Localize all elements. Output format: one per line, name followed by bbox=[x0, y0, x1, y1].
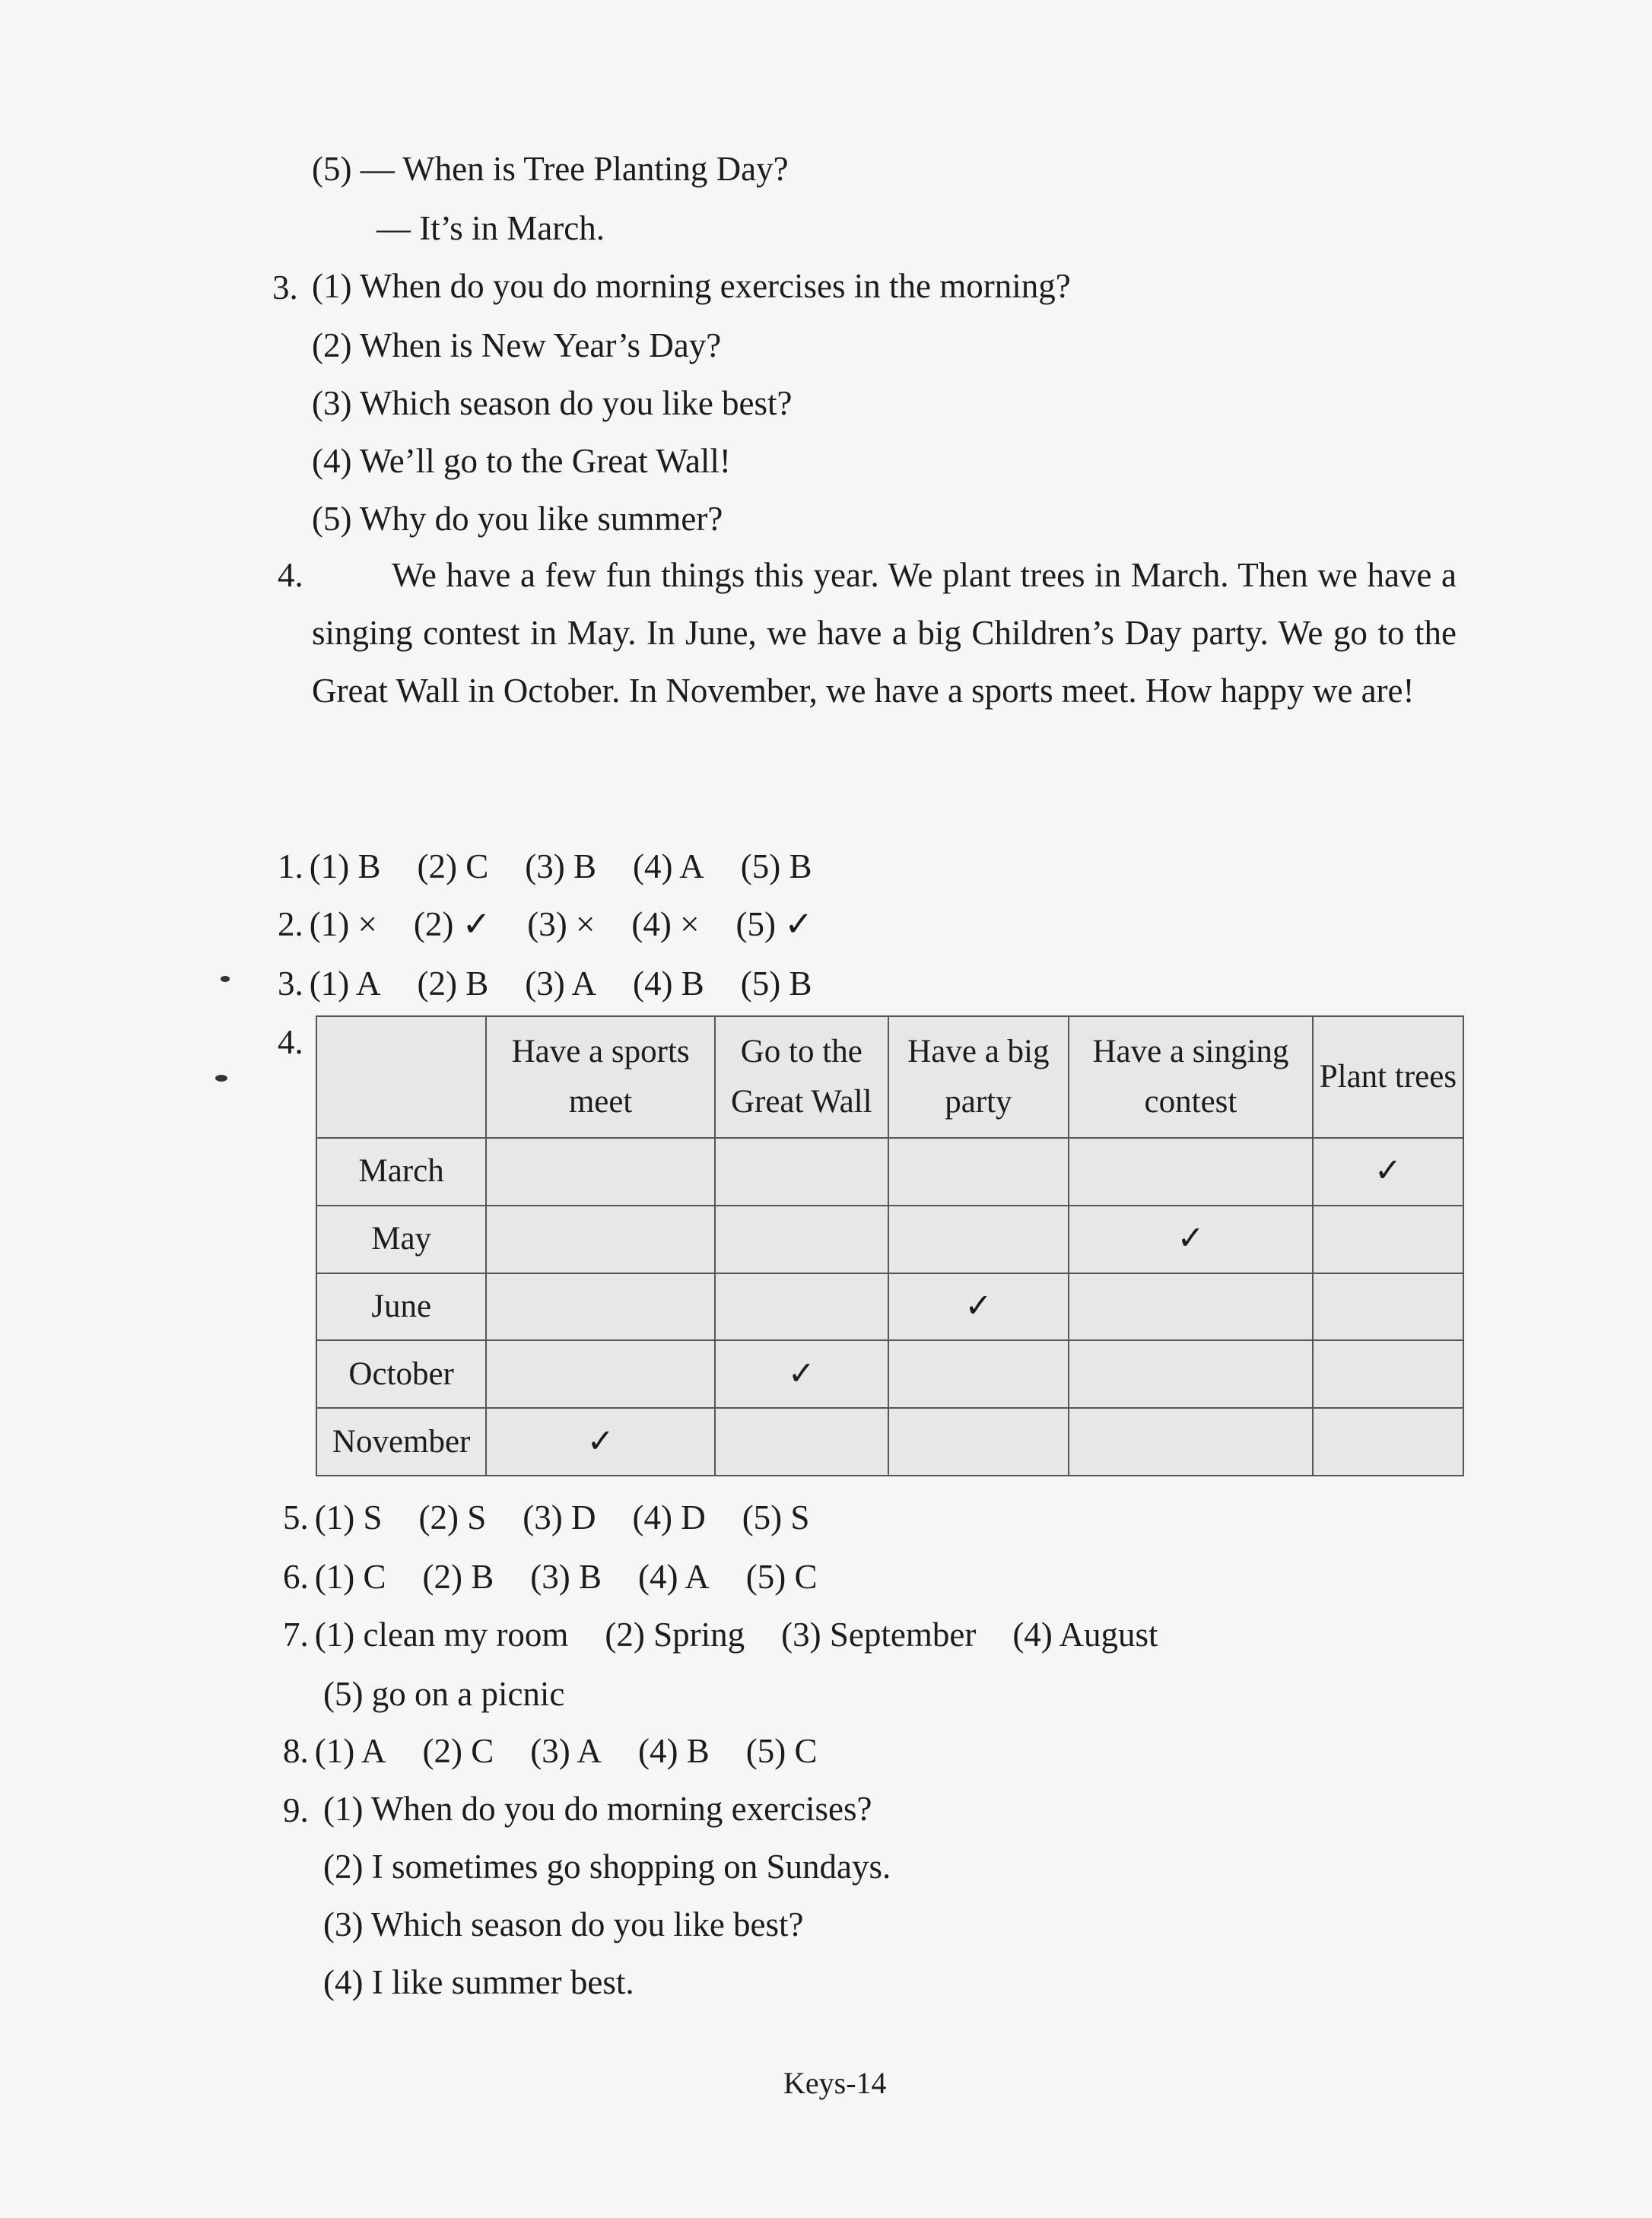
table-row bbox=[316, 1340, 1463, 1408]
table-cell: ✓ bbox=[486, 1408, 715, 1476]
row-month: October bbox=[316, 1340, 486, 1408]
answer-9-item: (4) I like summer best. bbox=[323, 1963, 634, 2001]
answer-item: (2) ✓ bbox=[413, 905, 491, 943]
q5-question: (5) — When is Tree Planting Day? bbox=[312, 150, 789, 188]
page-footer: Keys-14 bbox=[783, 2066, 887, 2100]
table-row bbox=[316, 1138, 1463, 1206]
section4-text: We have a few fun things this year. We plant trees in March. Then we have a singing contest in May. In June, we have a big Children’s Day party. We go to the Great Wall in October. In November, we have a sports meet. How happy we are! bbox=[312, 556, 1457, 710]
table-cell bbox=[715, 1138, 888, 1206]
table-cell bbox=[1313, 1273, 1463, 1341]
answer-item: (2) B bbox=[417, 964, 489, 1003]
row-month: November bbox=[316, 1408, 486, 1476]
table-cell bbox=[888, 1206, 1069, 1273]
answer-number: 5. bbox=[283, 1498, 309, 1536]
table-cell bbox=[1313, 1206, 1463, 1273]
answer-item: (5) C bbox=[745, 1558, 818, 1596]
answer-number: 1. bbox=[278, 847, 303, 885]
answer-item: (4) × bbox=[631, 905, 700, 943]
answer-row-6 bbox=[283, 1560, 854, 1594]
answer-item: (3) A bbox=[525, 964, 596, 1003]
answer-9-item: (3) Which season do you like best? bbox=[323, 1905, 804, 1943]
table-cell bbox=[486, 1138, 715, 1206]
answer-item: (5) S bbox=[742, 1498, 810, 1536]
answer-item: (3) B bbox=[530, 1558, 602, 1596]
section3-item: (3) Which season do you like best? bbox=[312, 384, 793, 422]
table-header: Have a singing contest bbox=[1069, 1016, 1313, 1138]
answer-item: (2) C bbox=[417, 847, 489, 885]
answer-row-7 bbox=[283, 1618, 1195, 1652]
table-cell bbox=[888, 1340, 1069, 1408]
section3-item: (4) We’ll go to the Great Wall! bbox=[312, 442, 731, 480]
q5-answer: — It’s in March. bbox=[376, 209, 605, 247]
answer-number-4: 4. bbox=[278, 1023, 303, 1061]
answer-item: (5) B bbox=[740, 847, 812, 885]
table-cell bbox=[888, 1408, 1069, 1476]
answer-item: (3) × bbox=[527, 905, 596, 943]
answer-item: (5) B bbox=[740, 964, 812, 1003]
answer-number: 3. bbox=[278, 964, 303, 1003]
answer-row-8 bbox=[283, 1734, 854, 1768]
answer-item: (1) × bbox=[309, 905, 377, 943]
answer-row-1 bbox=[278, 847, 849, 885]
scan-dot-mark bbox=[221, 976, 230, 982]
answer-item: (3) September bbox=[781, 1616, 977, 1654]
months-activities-table bbox=[316, 1015, 1464, 1476]
answer-item: (4) B bbox=[638, 1732, 710, 1770]
table-cell bbox=[486, 1340, 715, 1408]
section3-number: 3. bbox=[272, 269, 298, 307]
table-header: Go to the Great Wall bbox=[715, 1016, 888, 1138]
answer-item: (2) Spring bbox=[605, 1616, 745, 1654]
table-cell: ✓ bbox=[715, 1340, 888, 1408]
answer-item: (2) B bbox=[422, 1558, 494, 1596]
answer-item: (1) C bbox=[314, 1558, 386, 1596]
table-row bbox=[316, 1273, 1463, 1341]
answer-item: (5) C bbox=[745, 1732, 818, 1770]
section3-item: (5) Why do you like summer? bbox=[312, 500, 723, 538]
answer-row-2 bbox=[278, 907, 850, 942]
answer-item: (4) A bbox=[638, 1558, 710, 1596]
answer-item: (1) B bbox=[309, 847, 381, 885]
table-row bbox=[316, 1206, 1463, 1273]
answer-item: (3) B bbox=[525, 847, 596, 885]
table-cell bbox=[1313, 1340, 1463, 1408]
answer-row-5 bbox=[283, 1498, 846, 1536]
answer-item: (3) A bbox=[530, 1732, 602, 1770]
answer-item: (2) C bbox=[422, 1732, 494, 1770]
answer-item: (4) B bbox=[633, 964, 704, 1003]
section4-paragraph bbox=[278, 546, 1457, 720]
table-cell bbox=[1069, 1408, 1313, 1476]
table-cell bbox=[1069, 1340, 1313, 1408]
table-cell bbox=[715, 1408, 888, 1476]
table-header-row bbox=[316, 1016, 1463, 1138]
answer-9-item: (2) I sometimes go shopping on Sundays. bbox=[323, 1848, 891, 1886]
answer-row-7-extra: (5) go on a picnic bbox=[323, 1675, 565, 1713]
table-cell bbox=[1313, 1408, 1463, 1476]
table-cell bbox=[715, 1273, 888, 1341]
answer-item: (4) A bbox=[633, 847, 704, 885]
table-cell bbox=[1069, 1273, 1313, 1341]
answer-item: (1) A bbox=[314, 1732, 386, 1770]
answer-item: (1) S bbox=[314, 1498, 383, 1536]
table-header: Have a sports meet bbox=[486, 1016, 715, 1138]
table-cell bbox=[486, 1206, 715, 1273]
answer-item: (1) clean my room bbox=[314, 1616, 569, 1654]
answer-item: (2) S bbox=[418, 1498, 487, 1536]
table-cell bbox=[888, 1138, 1069, 1206]
table-cell bbox=[486, 1273, 715, 1341]
answer-9-item: (1) When do you do morning exercises? bbox=[323, 1790, 872, 1828]
table-row bbox=[316, 1408, 1463, 1476]
table-header-corner bbox=[316, 1016, 486, 1138]
row-month: June bbox=[316, 1273, 486, 1341]
answer-item: (5) ✓ bbox=[735, 905, 813, 943]
table-cell bbox=[1069, 1138, 1313, 1206]
section3-item: (2) When is New Year’s Day? bbox=[312, 326, 722, 364]
table-cell: ✓ bbox=[888, 1273, 1069, 1341]
section3-item: (1) When do you do morning exercises in the morning? bbox=[312, 267, 1071, 305]
answer-number: 8. bbox=[283, 1732, 309, 1770]
scan-dot-mark bbox=[215, 1075, 227, 1082]
answer-number: 2. bbox=[278, 905, 303, 943]
answer-number: 7. bbox=[283, 1616, 309, 1654]
answer-number: 6. bbox=[283, 1558, 309, 1596]
answer-item: (4) August bbox=[1012, 1616, 1158, 1654]
table-cell bbox=[715, 1206, 888, 1273]
answer-item: (4) D bbox=[632, 1498, 706, 1536]
answer-item: (1) A bbox=[309, 964, 381, 1003]
answer-number-9: 9. bbox=[283, 1791, 309, 1829]
table-cell: ✓ bbox=[1069, 1206, 1313, 1273]
answer-item: (3) D bbox=[523, 1498, 596, 1536]
row-month: March bbox=[316, 1138, 486, 1206]
row-month: May bbox=[316, 1206, 486, 1273]
answer-row-3 bbox=[278, 964, 849, 1003]
table-header: Have a big party bbox=[888, 1016, 1069, 1138]
section4-number: 4. bbox=[278, 556, 303, 594]
table-cell: ✓ bbox=[1313, 1138, 1463, 1206]
table-header: Plant trees bbox=[1313, 1016, 1463, 1138]
